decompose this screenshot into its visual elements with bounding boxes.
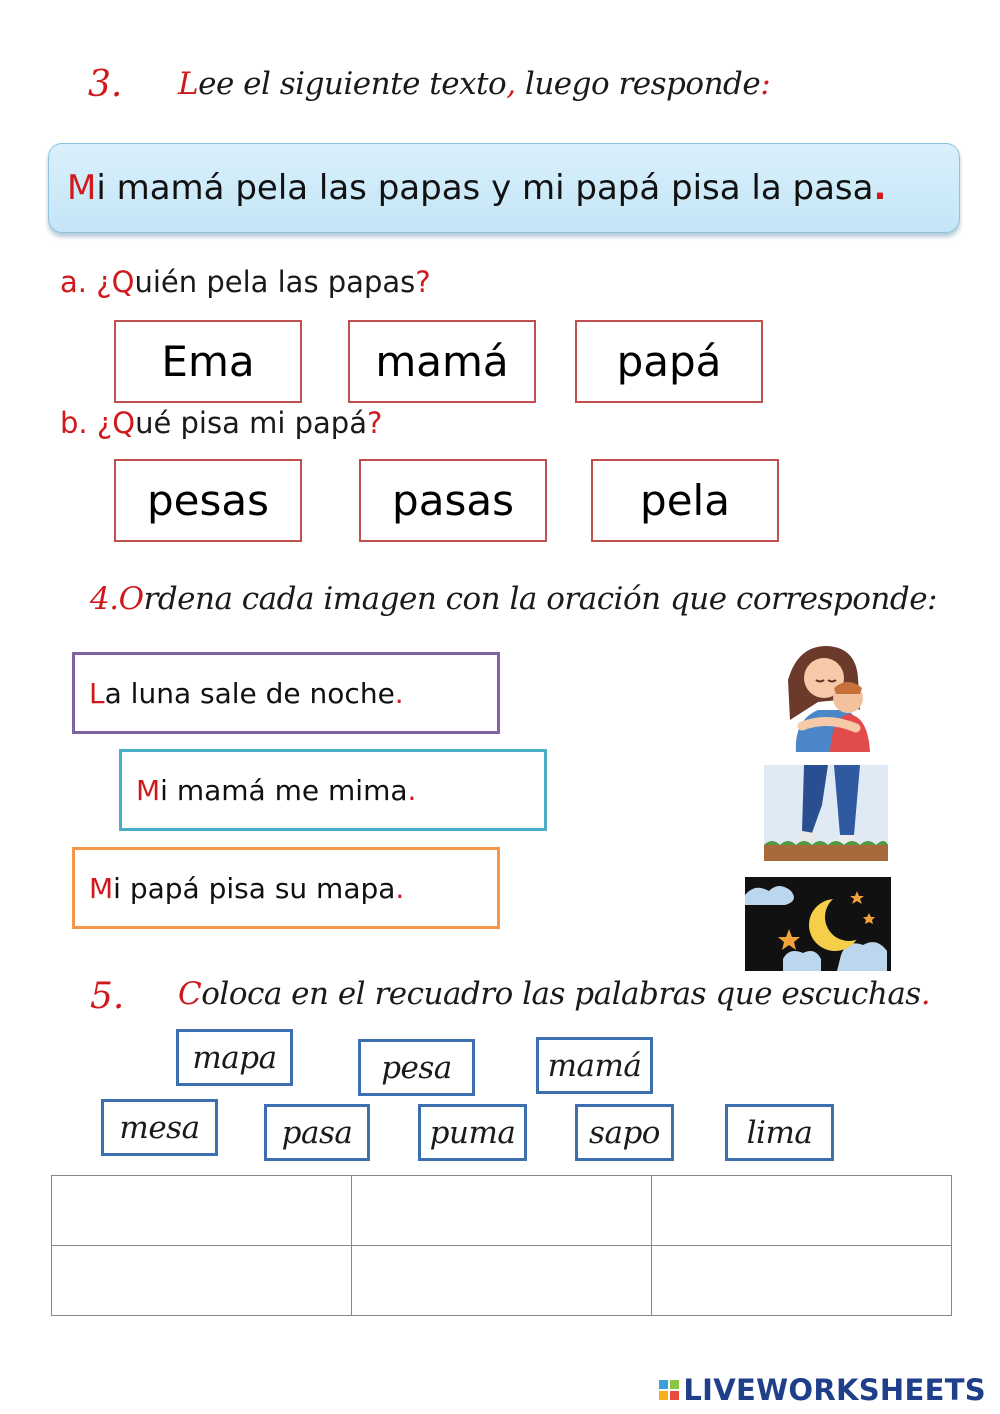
question-a (60, 265, 431, 299)
answer-option-pela[interactable]: pela (591, 459, 779, 542)
sentence-period: . (407, 773, 417, 807)
mother-hug-image[interactable] (778, 640, 882, 754)
question-a-mark: ? (415, 265, 431, 299)
word-card-lima[interactable]: lima (725, 1104, 834, 1161)
liveworksheets-logo-icon (659, 1380, 679, 1400)
answer-grid (51, 1175, 952, 1316)
section-5-number: 5. (90, 976, 125, 1017)
answer-cell[interactable] (352, 1176, 652, 1246)
liveworksheets-logo (659, 1373, 986, 1407)
section-5-initial: C (178, 976, 202, 1012)
section-4-text: rdena cada imagen con la oración que corresponde: (143, 581, 937, 617)
answer-cell[interactable] (52, 1246, 352, 1316)
section-5-heading (178, 976, 930, 1012)
answer-option-pesas[interactable]: pesas (114, 459, 302, 542)
heading-tail: luego responde (515, 66, 761, 102)
banner-period: . (873, 168, 887, 208)
section-3-number: 3. (88, 64, 123, 105)
sentence-initial: L (89, 676, 105, 710)
answer-cell[interactable] (52, 1176, 352, 1246)
section-4-heading (90, 581, 937, 617)
sentence-box-mama[interactable] (119, 749, 547, 831)
word-card-pesa[interactable]: pesa (358, 1039, 475, 1096)
sentence-period: . (394, 676, 404, 710)
question-a-text: uién pela las papas (134, 265, 416, 299)
sentence-period: . (395, 871, 405, 905)
word-card-puma[interactable]: puma (418, 1104, 527, 1161)
sentence-box-papa[interactable] (72, 847, 500, 929)
section-4-number: 4. (90, 581, 119, 617)
banner-initial: M (67, 168, 97, 208)
foot-stepping-image[interactable] (764, 765, 888, 861)
answer-grid-row (52, 1246, 952, 1316)
word-card-mama[interactable]: mamá (536, 1037, 653, 1094)
word-card-pasa[interactable]: pasa (264, 1104, 370, 1161)
section-4-initial: O (118, 581, 144, 617)
sentence-box-luna[interactable] (72, 652, 500, 734)
section-5-period: . (920, 976, 931, 1012)
sentence-text: i papá pisa su mapa (113, 871, 396, 905)
word-card-mesa[interactable]: mesa (101, 1099, 218, 1156)
section-3-heading (178, 66, 770, 102)
word-card-mapa[interactable]: mapa (176, 1029, 293, 1086)
answer-option-mama[interactable]: mamá (348, 320, 536, 403)
question-b-prefix: b. ¿Q (60, 406, 136, 440)
answer-cell[interactable] (352, 1246, 652, 1316)
question-b-text: ué pisa mi papá (135, 406, 367, 440)
answer-option-papa[interactable]: papá (575, 320, 763, 403)
question-b-mark: ? (366, 406, 383, 440)
banner-text: i mamá pela las papas y mi papá pisa la pasa (96, 168, 874, 208)
sentence-initial: M (89, 871, 114, 905)
answer-option-pasas[interactable]: pasas (359, 459, 547, 542)
question-a-prefix: a. ¿Q (60, 265, 135, 299)
heading-comma: , (506, 66, 516, 102)
sentence-text: a luna sale de noche (104, 676, 395, 710)
section-5-text: oloca en el recuadro las palabras que escuchas (201, 976, 921, 1012)
liveworksheets-logo-text: LIVEWORKSHEETS (683, 1373, 986, 1407)
reading-text-banner (48, 143, 960, 233)
answer-option-ema[interactable]: Ema (114, 320, 302, 403)
heading-initial: L (178, 66, 199, 102)
word-card-sapo[interactable]: sapo (575, 1104, 674, 1161)
answer-cell[interactable] (652, 1176, 952, 1246)
heading-text: ee el siguiente texto (198, 66, 507, 102)
question-b (60, 406, 382, 440)
sentence-initial: M (136, 773, 161, 807)
answer-cell[interactable] (652, 1246, 952, 1316)
sentence-text: i mamá me mima (160, 773, 408, 807)
night-moon-image[interactable] (745, 877, 891, 971)
answer-grid-row (52, 1176, 952, 1246)
heading-colon: : (760, 66, 771, 102)
